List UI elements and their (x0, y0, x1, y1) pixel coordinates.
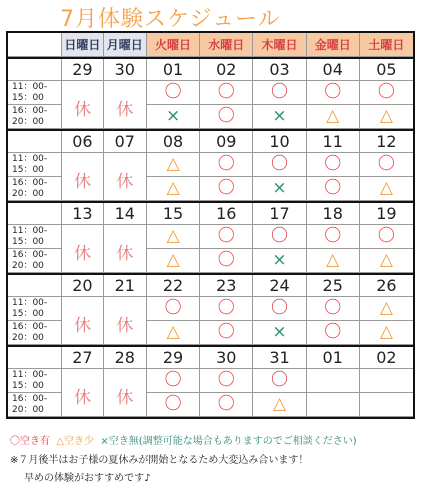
time-slot-label (8, 393, 62, 417)
available-mark: 〇 (217, 298, 235, 318)
time-slot-label (8, 177, 62, 201)
availability-cell (253, 177, 306, 201)
date-cell: 01 (147, 59, 200, 81)
available-mark: 〇 (377, 226, 395, 246)
few-left-mark: △ (272, 394, 287, 414)
header-wednesday: 水曜日 (200, 33, 253, 57)
availability-cell (147, 153, 200, 177)
date-cell: 14 (104, 203, 147, 225)
date-row-time-blank (8, 275, 62, 297)
date-cell: 07 (104, 131, 147, 153)
header-sunday: 日曜日 (62, 33, 103, 57)
time-slot-text: 15：00 (12, 92, 44, 103)
availability-cell (307, 321, 360, 345)
date-row-time-blank (8, 347, 62, 369)
available-mark: 〇 (324, 82, 342, 102)
full-mark: × (272, 106, 287, 126)
closed-label: 休 (116, 100, 134, 120)
date-cell: 06 (62, 131, 103, 153)
available-mark: 〇 (377, 82, 395, 102)
closed-label: 休 (73, 244, 91, 264)
sunday-closed-cell (62, 105, 103, 129)
date-cell: 08 (147, 131, 200, 153)
date-row (8, 347, 413, 369)
date-cell: 16 (200, 203, 253, 225)
date-cell: 02 (200, 59, 253, 81)
availability-cell (200, 297, 253, 321)
date-cell: 28 (104, 347, 147, 369)
date-cell: 03 (253, 59, 306, 81)
full-mark: × (165, 106, 181, 126)
monday-closed-cell (104, 369, 147, 408)
availability-cell (307, 297, 360, 321)
availability-cell (360, 105, 413, 129)
availability-cell (307, 249, 360, 273)
date-cell: 15 (147, 203, 200, 225)
sunday-closed-cell (62, 81, 103, 120)
date-row-time-blank (8, 131, 62, 153)
time-slot-text: 15：00 (12, 308, 44, 319)
time-slot-label (8, 249, 62, 273)
time-slot-label (8, 153, 62, 177)
availability-cell (200, 177, 253, 201)
availability-cell (307, 81, 360, 105)
availability-cell (147, 369, 200, 393)
slot-row-2 (8, 393, 413, 417)
time-slot-text: 11：00- (12, 369, 48, 380)
time-slot-text: 11：00- (12, 225, 48, 236)
time-slot-text: 16：00- (12, 177, 48, 188)
date-cell: 12 (360, 131, 413, 153)
few-left-mark: △ (166, 226, 180, 246)
date-cell: 29 (147, 347, 200, 369)
full-mark: × (272, 322, 287, 342)
availability-cell (253, 393, 306, 417)
availability-cell (360, 297, 413, 321)
available-mark: 〇 (217, 226, 235, 246)
available-mark: 〇 (164, 298, 182, 318)
date-cell: 30 (200, 347, 253, 369)
header-time-blank (8, 33, 62, 57)
availability-cell (200, 369, 253, 393)
time-slot-label (8, 297, 62, 321)
closed-label: 休 (73, 100, 91, 120)
closed-label: 休 (116, 388, 134, 408)
date-cell: 26 (360, 275, 413, 297)
availability-cell (307, 393, 360, 417)
availability-cell (253, 225, 306, 249)
available-mark: 〇 (217, 370, 235, 390)
availability-cell (307, 105, 360, 129)
date-cell: 05 (360, 59, 413, 81)
date-row (8, 131, 413, 153)
time-slot-text: 20：00 (12, 116, 44, 127)
availability-cell (360, 321, 413, 345)
closed-label: 休 (73, 172, 91, 192)
date-cell: 11 (307, 131, 360, 153)
monday-closed-cell (104, 249, 147, 273)
closed-label: 休 (73, 316, 91, 336)
header-thursday: 木曜日 (253, 33, 306, 57)
slot-row-2 (8, 105, 413, 129)
header-monday: 月曜日 (104, 33, 147, 57)
few-left-mark: △ (379, 298, 393, 318)
availability-cell (147, 105, 200, 129)
availability-cell (147, 321, 200, 345)
availability-cell (253, 105, 306, 129)
closed-label: 休 (73, 388, 91, 408)
available-mark: 〇 (217, 250, 235, 270)
time-slot-text: 15：00 (12, 236, 44, 247)
date-cell: 27 (62, 347, 103, 369)
availability-cell (200, 153, 253, 177)
time-slot-text: 20：00 (12, 404, 44, 415)
sunday-closed-cell (62, 369, 103, 408)
availability-cell (307, 177, 360, 201)
sunday-closed-cell (62, 153, 103, 192)
few-left-mark: △ (379, 322, 393, 342)
available-mark: 〇 (377, 154, 395, 174)
week-block (8, 347, 413, 417)
available-mark: 〇 (164, 370, 182, 390)
time-slot-label (8, 81, 62, 105)
availability-cell (147, 393, 200, 417)
monday-closed-cell (104, 225, 147, 264)
slot-row-2 (8, 177, 413, 201)
schedule-table (6, 31, 415, 419)
closed-label: 休 (116, 316, 134, 336)
header-row (8, 33, 413, 59)
available-mark: 〇 (271, 154, 288, 174)
availability-cell (200, 393, 253, 417)
time-slot-text: 20：00 (12, 188, 44, 199)
full-mark: × (272, 250, 287, 270)
few-left-mark: △ (166, 322, 180, 342)
date-row (8, 275, 413, 297)
available-mark: 〇 (324, 226, 342, 246)
date-cell: 18 (307, 203, 360, 225)
availability-cell (253, 81, 306, 105)
week-block (8, 59, 413, 131)
date-cell: 10 (253, 131, 306, 153)
date-cell: 25 (307, 275, 360, 297)
monday-closed-cell (104, 105, 147, 129)
date-cell: 01 (307, 347, 360, 369)
date-cell: 13 (62, 203, 103, 225)
availability-cell (360, 369, 413, 393)
few-left-mark: △ (166, 178, 180, 198)
date-cell: 29 (62, 59, 103, 81)
page-title: 7月体験スケジュール (60, 7, 281, 32)
available-mark: 〇 (324, 322, 342, 342)
availability-cell (360, 177, 413, 201)
availability-cell (360, 393, 413, 417)
note-busy: ※７月後半はお子様の夏休みが開始となるため大変込み合います！ (10, 455, 309, 466)
few-left-mark: △ (326, 106, 340, 126)
available-mark: 〇 (217, 106, 235, 126)
legend-available: 〇空き有 (10, 436, 50, 447)
time-slot-label (8, 105, 62, 129)
monday-closed-cell (104, 297, 147, 336)
available-mark: 〇 (324, 154, 342, 174)
availability-cell (147, 225, 200, 249)
available-mark: 〇 (271, 82, 288, 102)
availability-cell (253, 369, 306, 393)
date-cell: 17 (253, 203, 306, 225)
sunday-closed-cell (62, 393, 103, 417)
availability-cell (200, 225, 253, 249)
time-slot-text: 15：00 (12, 164, 44, 175)
note-recommend: 早めの体験がおすすめです♪ (24, 473, 151, 484)
available-mark: 〇 (217, 394, 235, 414)
few-left-mark: △ (379, 178, 393, 198)
time-slot-label (8, 225, 62, 249)
few-left-mark: △ (166, 154, 180, 174)
closed-label: 休 (116, 244, 134, 264)
legend (10, 432, 357, 447)
time-slot-text: 11：00- (12, 81, 48, 92)
date-cell: 22 (147, 275, 200, 297)
availability-cell (360, 249, 413, 273)
time-slot-text: 20：00 (12, 260, 44, 271)
available-mark: 〇 (217, 322, 235, 342)
time-slot-text: 16：00- (12, 393, 48, 404)
monday-closed-cell (104, 393, 147, 417)
availability-cell (147, 297, 200, 321)
date-row (8, 203, 413, 225)
full-mark: × (272, 178, 287, 198)
availability-cell (200, 105, 253, 129)
available-mark: 〇 (164, 394, 182, 414)
availability-cell (253, 297, 306, 321)
few-left-mark: △ (379, 106, 393, 126)
sunday-closed-cell (62, 321, 103, 345)
available-mark: 〇 (217, 82, 235, 102)
week-block (8, 203, 413, 275)
availability-cell (147, 81, 200, 105)
date-cell: 31 (253, 347, 306, 369)
availability-cell (200, 81, 253, 105)
availability-cell (147, 249, 200, 273)
date-cell: 30 (104, 59, 147, 81)
availability-cell (360, 81, 413, 105)
week-block (8, 275, 413, 347)
available-mark: 〇 (271, 370, 288, 390)
time-slot-text: 15：00 (12, 380, 44, 391)
date-row-time-blank (8, 203, 62, 225)
monday-closed-cell (104, 177, 147, 201)
time-slot-text: 11：00- (12, 153, 48, 164)
weeks-container (8, 59, 413, 417)
date-row (8, 59, 413, 81)
legend-full: ×空き無(調整可能な場合もありますのでご相談ください) (100, 436, 357, 447)
monday-closed-cell (104, 153, 147, 192)
available-mark: 〇 (271, 298, 288, 318)
week-block (8, 131, 413, 203)
availability-cell (307, 153, 360, 177)
date-cell: 09 (200, 131, 253, 153)
time-slot-label (8, 369, 62, 393)
date-cell: 19 (360, 203, 413, 225)
slot-row-2 (8, 321, 413, 345)
date-cell: 02 (360, 347, 413, 369)
header-saturday: 土曜日 (360, 33, 413, 57)
sunday-closed-cell (62, 177, 103, 201)
time-slot-text: 20：00 (12, 332, 44, 343)
time-slot-text: 11：00- (12, 297, 48, 308)
availability-cell (200, 249, 253, 273)
legend-few: △空き少 (56, 436, 95, 447)
time-slot-text: 16：00- (12, 105, 48, 116)
date-cell: 20 (62, 275, 103, 297)
availability-cell (253, 321, 306, 345)
availability-cell (147, 177, 200, 201)
time-slot-label (8, 321, 62, 345)
closed-label: 休 (116, 172, 134, 192)
available-mark: 〇 (324, 178, 342, 198)
date-cell: 04 (307, 59, 360, 81)
date-cell: 21 (104, 275, 147, 297)
available-mark: 〇 (217, 154, 235, 174)
date-row-time-blank (8, 59, 62, 81)
time-slot-text: 16：00- (12, 321, 48, 332)
availability-cell (360, 225, 413, 249)
availability-cell (253, 153, 306, 177)
availability-cell (360, 153, 413, 177)
few-left-mark: △ (166, 250, 180, 270)
monday-closed-cell (104, 321, 147, 345)
slot-row-2 (8, 249, 413, 273)
sunday-closed-cell (62, 225, 103, 264)
availability-cell (307, 225, 360, 249)
available-mark: 〇 (217, 178, 235, 198)
sunday-closed-cell (62, 297, 103, 336)
date-cell: 23 (200, 275, 253, 297)
monday-closed-cell (104, 81, 147, 120)
available-mark: 〇 (164, 82, 182, 102)
sunday-closed-cell (62, 249, 103, 273)
few-left-mark: △ (379, 250, 393, 270)
availability-cell (200, 321, 253, 345)
available-mark: 〇 (324, 298, 342, 318)
available-mark: 〇 (271, 226, 288, 246)
availability-cell (307, 369, 360, 393)
date-cell: 24 (253, 275, 306, 297)
header-friday: 金曜日 (307, 33, 360, 57)
header-tuesday: 火曜日 (147, 33, 200, 57)
availability-cell (253, 249, 306, 273)
few-left-mark: △ (326, 250, 340, 270)
time-slot-text: 16：00- (12, 249, 48, 260)
